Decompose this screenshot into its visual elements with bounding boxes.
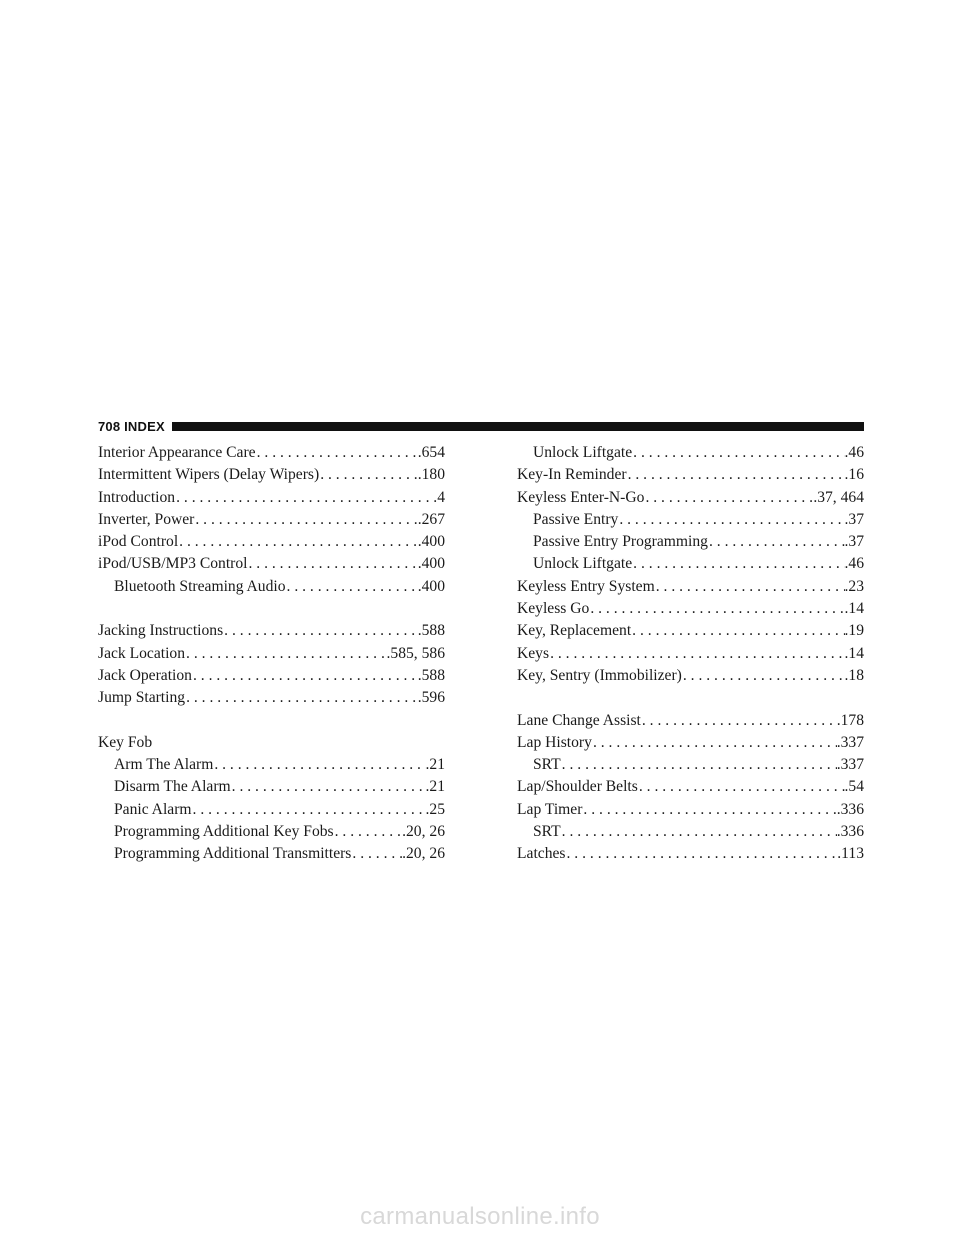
- entry-term: Panic Alarm: [114, 800, 192, 818]
- page-number-label: 708 INDEX: [98, 418, 165, 434]
- index-subentry: [517, 509, 864, 531]
- dot-leader: [561, 754, 837, 776]
- entry-term: Key, Replacement: [517, 622, 632, 640]
- entry-term: Lap/Shoulder Belts: [517, 778, 638, 796]
- entry-page-ref: .400: [417, 577, 445, 595]
- entry-page-ref: .336: [836, 800, 864, 818]
- entry-page-ref: .337: [836, 756, 864, 774]
- entry-term: Passive Entry: [533, 510, 619, 528]
- dot-leader: [655, 576, 845, 598]
- entry-term: SRT: [533, 756, 561, 774]
- dot-leader: [632, 442, 844, 464]
- entry-term: Unlock Liftgate: [533, 555, 633, 573]
- index-heading: Key Fob: [98, 733, 153, 751]
- dot-leader: [247, 553, 417, 575]
- entry-term: Jacking Instructions: [98, 622, 224, 640]
- dot-leader: [682, 665, 845, 687]
- entry-page-ref: .37: [844, 510, 864, 528]
- entry-page-ref: .585, 586: [386, 644, 445, 662]
- dot-leader: [632, 553, 844, 575]
- dot-leader: [561, 821, 837, 843]
- index-entry: [98, 687, 445, 709]
- dot-leader: [194, 509, 417, 531]
- entry-page-ref: .113: [837, 845, 864, 863]
- dot-leader: [185, 687, 418, 709]
- entry-page-ref: .588: [417, 666, 445, 684]
- entry-term: Key, Sentry (Immobilizer): [517, 666, 682, 684]
- entry-term: SRT: [533, 823, 561, 841]
- dot-leader: [618, 509, 844, 531]
- entry-term: Disarm The Alarm: [114, 778, 231, 796]
- dot-leader: [549, 643, 844, 665]
- entry-page-ref: .14: [844, 644, 864, 662]
- dot-leader: [638, 776, 845, 798]
- entry-term: Key-In Reminder: [517, 466, 627, 484]
- index-entry: [517, 665, 864, 687]
- index-entry: [98, 643, 445, 665]
- entry-page-ref: .596: [417, 689, 445, 707]
- dot-leader: [708, 531, 845, 553]
- entry-term: Keyless Go: [517, 600, 590, 618]
- index-subentry: [517, 531, 864, 553]
- dot-leader: [223, 620, 418, 642]
- dot-leader: [582, 799, 836, 821]
- dot-leader: [319, 464, 418, 486]
- entry-term: Interior Appearance Care: [98, 444, 256, 461]
- entry-term: Lap History: [517, 733, 592, 751]
- entry-term: Bluetooth Streaming Audio: [114, 577, 286, 595]
- dot-leader: [641, 710, 837, 732]
- entry-page-ref: .14: [844, 600, 864, 618]
- entry-term: Unlock Liftgate: [533, 444, 633, 461]
- entry-page-ref: .54: [844, 778, 864, 796]
- index-subentry: [98, 821, 445, 843]
- index-subentry: [98, 799, 445, 821]
- entry-term: Lap Timer: [517, 800, 583, 818]
- dot-leader: [334, 821, 403, 843]
- entry-page-ref: .267: [417, 510, 445, 528]
- entry-term: Programming Additional Transmitters: [114, 845, 352, 863]
- entry-page-ref: .21: [425, 756, 445, 774]
- index-subentry: [517, 553, 864, 575]
- entry-page-ref: .19: [844, 622, 864, 640]
- entry-page-ref: .654: [417, 444, 445, 461]
- index-entry: [517, 710, 864, 732]
- dot-leader: [185, 643, 386, 665]
- entry-page-ref: .18: [844, 666, 864, 684]
- section-gap: [98, 598, 445, 620]
- entry-page-ref: .37, 464: [813, 488, 864, 506]
- entry-page-ref: .46: [844, 555, 864, 573]
- index-entry: [517, 776, 864, 798]
- entry-term: Latches: [517, 845, 566, 863]
- index-subentry: [517, 754, 864, 776]
- dot-leader: [192, 665, 418, 687]
- dot-leader: [351, 843, 402, 865]
- dot-leader: [286, 576, 418, 598]
- dot-leader: [192, 799, 426, 821]
- page-header: [98, 414, 864, 438]
- index-entry: [98, 665, 445, 687]
- entry-page-ref: .400: [417, 533, 445, 551]
- entry-page-ref: .46: [844, 444, 864, 461]
- index-entry: [517, 598, 864, 620]
- entry-term: Jack Location: [98, 644, 186, 662]
- index-column-left: [98, 442, 445, 866]
- dot-leader: [213, 754, 425, 776]
- section-gap: [98, 710, 445, 732]
- entry-page-ref: .337: [836, 733, 864, 751]
- index-subentry: [517, 821, 864, 843]
- section-gap: [517, 687, 864, 709]
- index-entry: [98, 487, 445, 509]
- index-entry: [517, 732, 864, 754]
- index-entry: [98, 442, 445, 464]
- index-subentry: [98, 576, 445, 598]
- index-entry: [98, 464, 445, 486]
- dot-leader: [644, 487, 813, 509]
- index-entry: [98, 553, 445, 575]
- entry-term: Programming Additional Key Fobs: [114, 823, 334, 841]
- entry-page-ref: .23: [844, 577, 864, 595]
- index-entry: [98, 531, 445, 553]
- index-entry: [517, 576, 864, 598]
- dot-leader: [589, 598, 844, 620]
- entry-page-ref: .4: [433, 488, 445, 506]
- index-subentry: [98, 776, 445, 798]
- entry-term: Passive Entry Programming: [533, 533, 708, 551]
- index-subentry: [98, 843, 445, 865]
- entry-page-ref: .180: [417, 466, 445, 484]
- index-entry: [98, 509, 445, 531]
- entry-term: Keyless Entry System: [517, 577, 655, 595]
- dot-leader: [566, 843, 838, 865]
- dot-leader: [627, 464, 845, 486]
- dot-leader: [231, 776, 426, 798]
- entry-term: Arm The Alarm: [114, 756, 214, 774]
- entry-page-ref: .21: [425, 778, 445, 796]
- index-entry: [517, 464, 864, 486]
- index-subentry: [98, 754, 445, 776]
- entry-term: Keyless Enter-N-Go: [517, 488, 645, 506]
- entry-page-ref: .588: [417, 622, 445, 640]
- index-entry: [517, 799, 864, 821]
- index-column-right: [517, 442, 864, 866]
- index-entry: [517, 620, 864, 642]
- dot-leader: [256, 442, 418, 464]
- entry-page-ref: .400: [417, 555, 445, 573]
- entry-page-ref: .20, 26: [402, 823, 445, 841]
- dot-leader: [592, 732, 837, 754]
- entry-page-ref: .25: [425, 800, 445, 818]
- index-subentry: [517, 442, 864, 464]
- entry-term: iPod/USB/MP3 Control: [98, 555, 248, 573]
- entry-page-ref: .336: [836, 823, 864, 841]
- entry-page-ref: .20, 26: [402, 845, 445, 863]
- entry-term: Keys: [517, 644, 550, 662]
- entry-page-ref: .178: [836, 711, 864, 729]
- entry-term: Inverter, Power: [98, 510, 195, 528]
- index-entry: [517, 843, 864, 865]
- dot-leader: [175, 487, 433, 509]
- entry-term: iPod Control: [98, 533, 179, 551]
- header-rule: [172, 422, 864, 431]
- index-entry: [517, 643, 864, 665]
- entry-page-ref: .37: [844, 533, 864, 551]
- entry-page-ref: .16: [844, 466, 864, 484]
- dot-leader: [631, 620, 844, 642]
- index-entry: [517, 487, 864, 509]
- watermark: carmanualsonline.info: [360, 1203, 600, 1230]
- entry-term: Intermittent Wipers (Delay Wipers): [98, 466, 320, 484]
- entry-term: Introduction: [98, 488, 176, 506]
- index-entry: [98, 620, 445, 642]
- entry-term: Jump Starting: [98, 689, 186, 707]
- dot-leader: [178, 531, 418, 553]
- entry-term: Lane Change Assist: [517, 711, 641, 729]
- entry-term: Jack Operation: [98, 666, 192, 684]
